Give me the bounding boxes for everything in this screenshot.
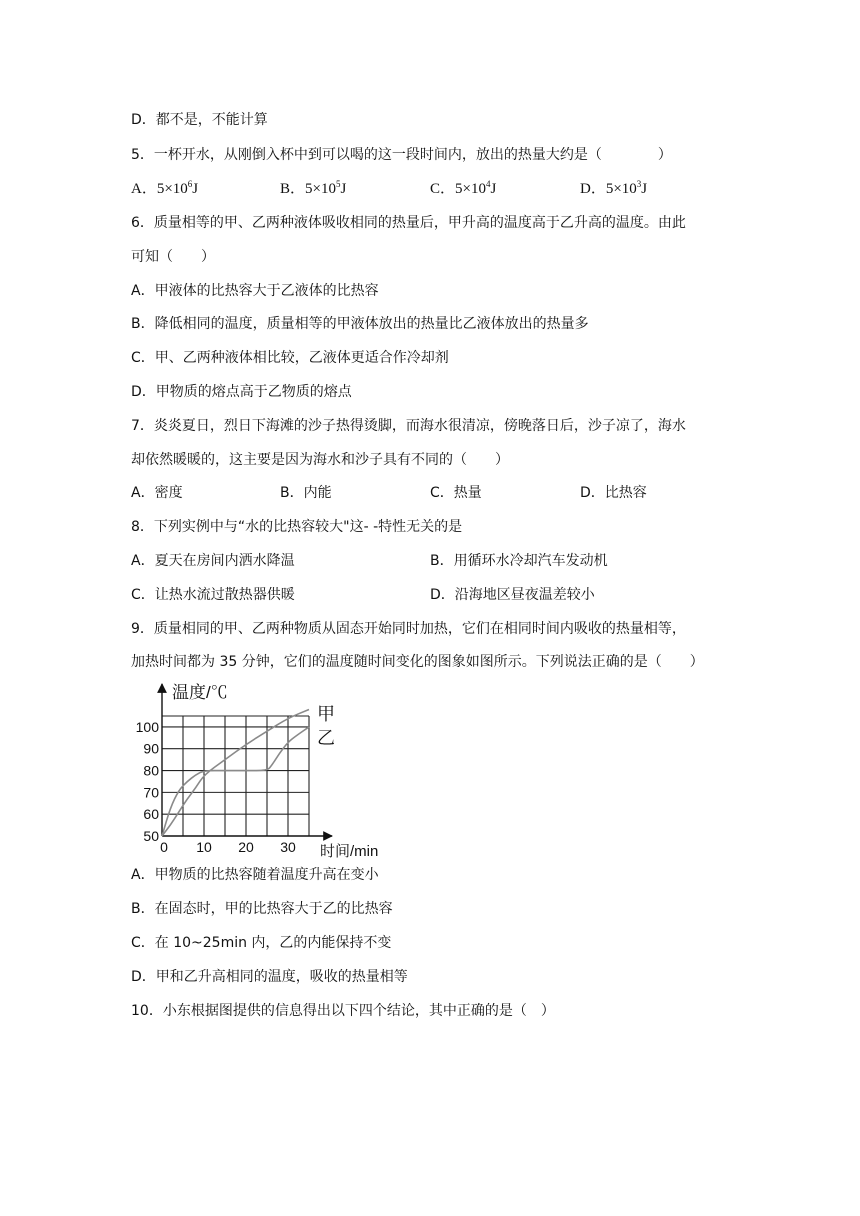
q5b-base: B．5×10 xyxy=(280,181,336,197)
q5a-base: A．5×10 xyxy=(131,181,188,197)
q8-stem: 8．下列实例中与“水的比热容较大"这- -特性无关的是 xyxy=(131,519,463,535)
y-tick-label: 100 xyxy=(135,718,159,735)
q5a-unit: J xyxy=(192,181,199,197)
x-tick-label: 0 xyxy=(160,839,168,855)
q5b-unit: J xyxy=(340,181,347,197)
x-axis-label: 时间/min xyxy=(320,843,379,860)
q5b-exponent: 5 xyxy=(335,179,341,189)
y-tick-label: 70 xyxy=(143,784,159,801)
q6-stem-line2: 可知（ ） xyxy=(131,249,215,265)
y-tick-label: 90 xyxy=(143,740,159,757)
temperature-time-graph xyxy=(128,678,398,868)
q6-option-a: A．甲液体的比热容大于乙液体的比热容 xyxy=(131,283,379,299)
x-tick-label: 30 xyxy=(280,839,296,855)
q7-option-c: C．热量 xyxy=(430,485,482,501)
q6-stem-line1: 6．质量相等的甲、乙两种液体吸收相同的热量后，甲升高的温度高于乙升高的温度。由此 xyxy=(131,215,686,231)
q5-stem: 5．一杯开水，从刚倒入杯中到可以喝的这一段时间内，放出的热量大约是（ ） xyxy=(131,147,672,163)
q9-stem-line1: 9．质量相同的甲、乙两种物质从固态开始同时加热，它们在相同时间内吸收的热量相等， xyxy=(131,621,686,637)
q9-option-c: C．在 10~25min 内，乙的内能保持不变 xyxy=(131,935,392,951)
q5c-exponent: 4 xyxy=(485,179,491,189)
q7-stem-line2: 却依然暖暖的，这主要是因为海水和沙子具有不同的（ ） xyxy=(131,452,509,468)
series-line-jia xyxy=(162,709,309,836)
q5d-exponent: 3 xyxy=(636,179,642,189)
q7-option-b: B．内能 xyxy=(280,485,332,501)
q5d-base: D．5×10 xyxy=(580,181,637,197)
q8-option-a: A．夏天在房间内洒水降温 xyxy=(131,553,295,569)
q8-option-b: B．用循环水冷却汽车发动机 xyxy=(430,553,608,569)
q9-option-d: D．甲和乙升高相同的温度，吸收的热量相等 xyxy=(131,969,408,985)
q5c-base: C．5×10 xyxy=(430,181,486,197)
q8-option-d: D．沿海地区昼夜温差较小 xyxy=(430,587,595,603)
q9-option-a: A．甲物质的比热容随着温度升高在变小 xyxy=(131,867,379,883)
series-label-jia: 甲 xyxy=(317,704,335,724)
y-tick-label: 80 xyxy=(143,762,159,779)
q9-option-b: B．在固态时，甲的比热容大于乙的比热容 xyxy=(131,901,393,917)
x-tick-label: 10 xyxy=(196,839,212,855)
q6-option-b: B．降低相同的温度，质量相等的甲液体放出的热量比乙液体放出的热量多 xyxy=(131,316,589,332)
q6-option-c: C．甲、乙两种液体相比较，乙液体更适合作冷却剂 xyxy=(131,350,449,366)
graph-svg xyxy=(128,678,398,868)
q5-option-b xyxy=(280,179,346,199)
q5d-unit: J xyxy=(641,181,648,197)
q5-option-a xyxy=(131,179,198,199)
q5-option-d xyxy=(580,179,647,199)
y-tick-label: 60 xyxy=(143,806,159,823)
series-line-yi xyxy=(162,727,309,836)
q8-option-c: C．让热水流过散热器供暖 xyxy=(131,587,295,603)
y-tick-label: 50 xyxy=(143,828,159,844)
series-label-yi: 乙 xyxy=(317,728,335,748)
q10-stem: 10．小东根据图提供的信息得出以下四个结论，其中正确的是（ ） xyxy=(131,1003,555,1019)
q7-option-d: D．比热容 xyxy=(580,485,647,501)
q7-option-a: A．密度 xyxy=(131,485,183,501)
x-tick-label: 20 xyxy=(238,839,254,855)
q5c-unit: J xyxy=(490,181,497,197)
q6-option-d: D．甲物质的熔点高于乙物质的熔点 xyxy=(131,384,352,400)
q4-option-d: D．都不是，不能计算 xyxy=(131,112,268,128)
y-axis-label: 温度/℃ xyxy=(172,683,228,702)
q7-stem-line1: 7．炎炎夏日，烈日下海滩的沙子热得烫脚，而海水很清凉，傍晚落日后，沙子凉了，海水 xyxy=(131,418,686,434)
q5a-exponent: 6 xyxy=(187,179,193,189)
q5-option-c xyxy=(430,179,496,199)
q9-stem-line2: 加热时间都为 35 分钟，它们的温度随时间变化的图象如图所示。下列说法正确的是（ ） xyxy=(131,654,704,670)
